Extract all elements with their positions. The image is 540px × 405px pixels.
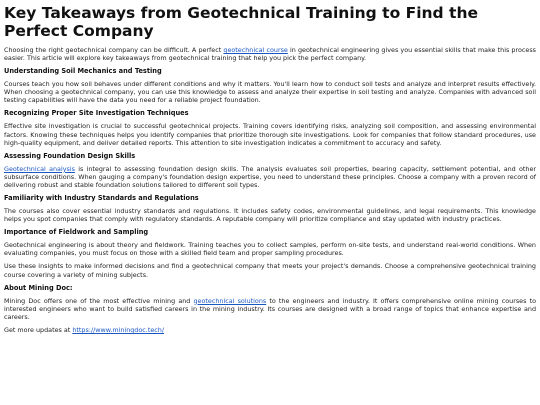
section-heading-about: About Mining Doc: [4,283,73,292]
foundation-text-after: is integral to assessing foundation design skills. The analysis evaluates soil properties, bearing capacity, settlement potential, and other subsurface conditions. When gauging a company's foundation design expertise, you need to understand these principles. Choose a company with a proven record of delivering robust and stable foundation solutions tailored to different soil types. [4,164,536,189]
intro-text-before: Choosing the right geotechnical company can be difficult. A perfect [4,46,224,54]
footer-text: Get more updates at [4,325,73,334]
section-text-standards: The courses also cover essential industry standards and regulations. It includes safety codes, environmental guidelines, and legal requirements. This knowledge helps you spot companies that comply with regulatory standards. A reputable company will prioritize compliance and stay updated with industry practices. [4,207,536,224]
about-text-before: Mining Doc offers one of the most effective mining and [4,296,194,305]
page-title: Key Takeaways from Geotechnical Training to Find the Perfect Company [4,4,478,40]
geotechnical-solutions-link[interactable]: geotechnical solutions [193,296,267,305]
section-heading-site-investigation: Recognizing Proper Site Investigation Techniques [4,109,189,118]
section-text-about [4,297,536,321]
section-text-conclusion: Use these insights to make informed decisions and find a geotechnical company that meets your project's demands. Choose a comprehensive geotechnical training course covering a variety of mining subjects. [4,262,536,279]
section-text-fieldwork: Geotechnical engineering is about theory and fieldwork. Training teaches you to collect samples, perform on-site tests, and understand real-world conditions. When evaluating companies, you must focus on those with a skilled field team and proper sampling procedures. [4,241,536,258]
miningdoc-website-link[interactable]: https://www.miningdoc.tech/ [72,325,164,334]
geotechnical-course-link[interactable]: geotechnical course [223,46,288,54]
footer-updates [4,326,536,334]
section-text-foundation-design [4,165,536,189]
intro-text-after: in geotechnical engineering gives you essential skills that make this process easier. This article will explore key takeaways from geotechnical training that help you pick the perfect company. [4,46,536,63]
section-heading-standards: Familiarity with Industry Standards and Regulations [4,194,199,203]
section-text-soil-mechanics: Courses teach you how soil behaves under different conditions and why it matters. You'll learn how to conduct soil tests and analyze and interpret results effectively. When choosing a geotechnical company, you can use this knowledge to assess and analyze their expertise in soil testing and analyze. Companies with advanced soil testing capabilities will have the data you need for a reliable project foundation. [4,80,536,105]
section-heading-fieldwork: Importance of Fieldwork and Sampling [4,228,149,237]
geotechnical-analysis-link[interactable]: Geotechnical analysis [4,164,75,173]
about-text-after: to the engineers and industry. It offers comprehensive online mining courses to interested engineers who want to build satisfied careers in the mining industry. Its courses are designed with a broad range of topics that enhance expertise and careers. [4,296,536,321]
section-text-site-investigation: Effective site investigation is crucial to successful geotechnical projects. Training covers identifying risks, analyzing soil composition, and assessing environmental factors. Knowing these techniques helps you identify companies that prioritize thorough site investigations. Look for companies that follow standard procedures, use high-quality equipment, and deliver detailed reports. This attention to site investigation indicates a commitment to accuracy and safety. [4,122,536,147]
intro-paragraph [4,46,536,62]
section-heading-soil-mechanics: Understanding Soil Mechanics and Testing [4,67,162,76]
section-heading-foundation-design: Assessing Foundation Design Skills [4,151,136,160]
